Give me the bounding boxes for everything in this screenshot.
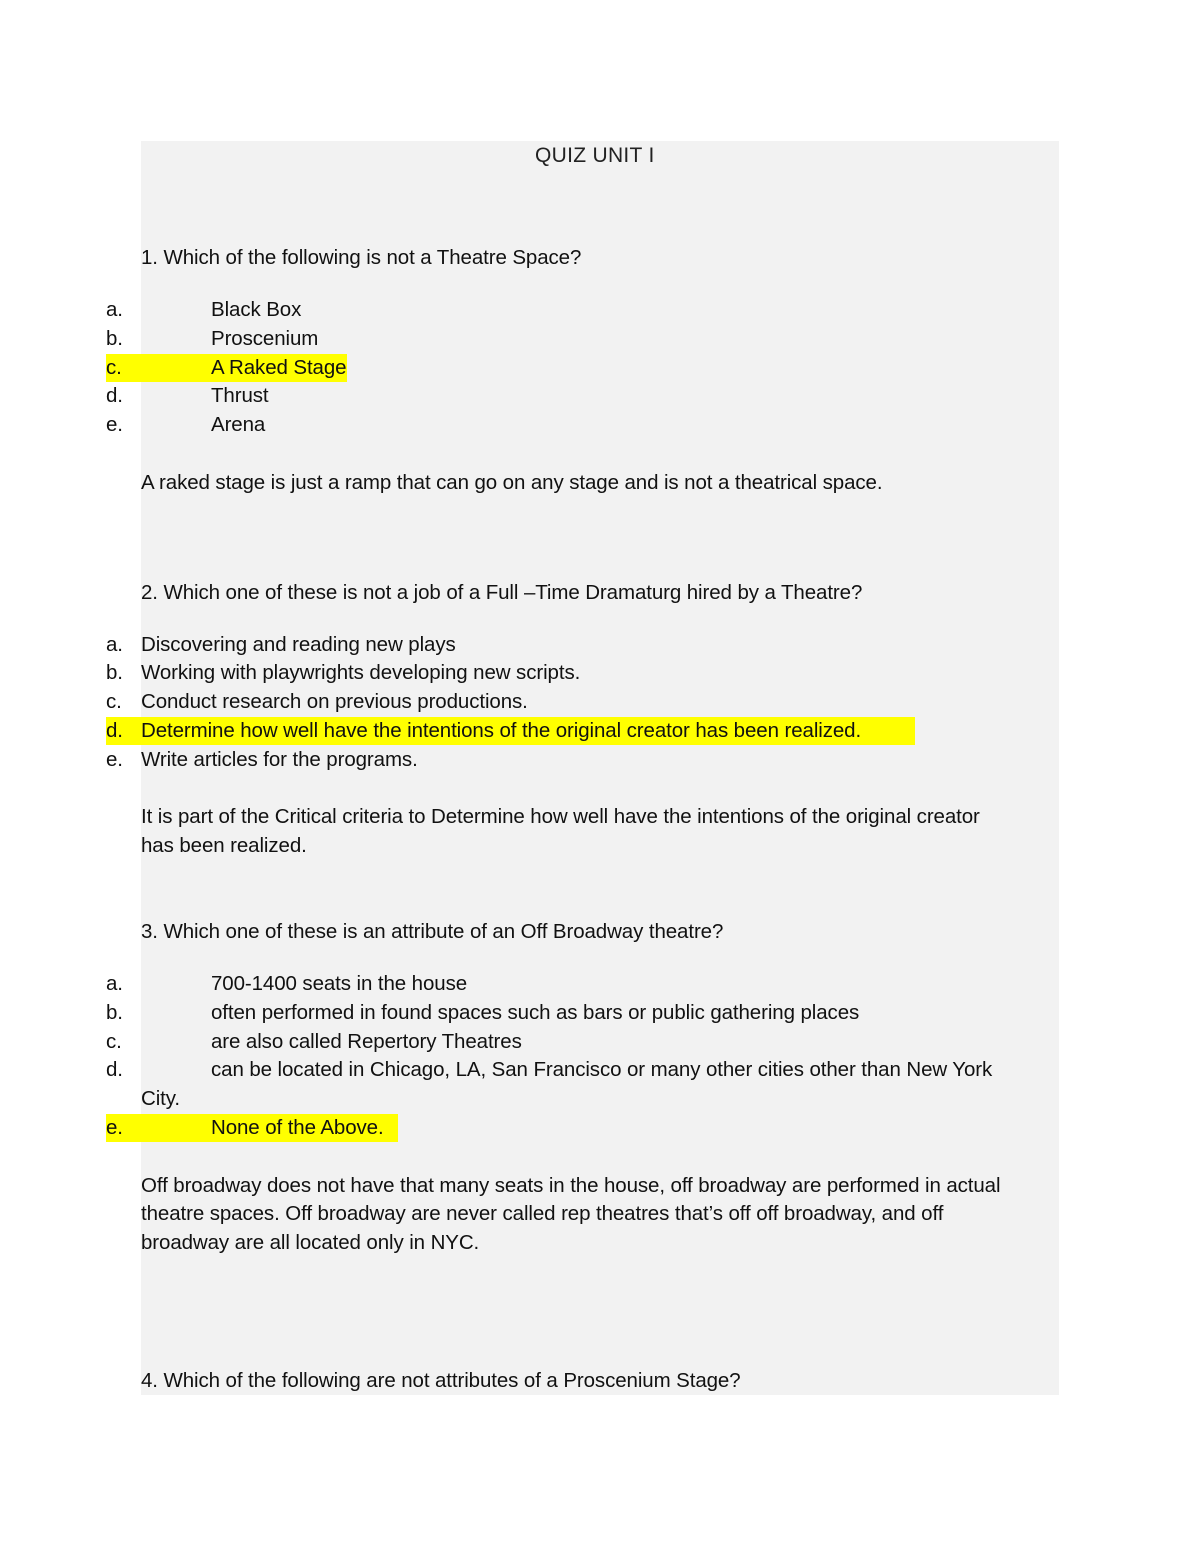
q3-option-a-text: 700-1400 seats in the house — [211, 972, 468, 995]
q1-option-c-text: A Raked Stage — [211, 356, 347, 379]
q2-option-c-text: Conduct research on previous productions. — [141, 690, 528, 713]
q3-option-b-text: often performed in found spaces such as bars or public gathering places — [211, 1001, 860, 1024]
question-3: 3. Which one of these is an attribute of an Off Broadway theatre? — [141, 920, 724, 943]
q3-option-e-text: None of the Above. — [211, 1116, 384, 1139]
q2-option-a-letter: a. — [106, 633, 123, 656]
q3-option-c-letter: c. — [106, 1030, 122, 1053]
q3-option-e-letter: e. — [106, 1116, 123, 1139]
q3-option-c-text: are also called Repertory Theatres — [211, 1030, 522, 1053]
q2-option-e-text: Write articles for the programs. — [141, 748, 418, 771]
q2-explanation-line-2: has been realized. — [141, 834, 307, 857]
q1-option-c-letter: c. — [106, 356, 122, 379]
q1-option-b-text: Proscenium — [211, 327, 319, 350]
q2-option-d-letter: d. — [106, 719, 123, 742]
q1-option-d-text: Thrust — [211, 384, 269, 407]
q1-option-b-letter: b. — [106, 327, 123, 350]
q3-explanation-line-2: theatre spaces. Off broadway are never called rep theatres that’s off off broadway, and off — [141, 1202, 944, 1225]
q3-option-b-letter: b. — [106, 1001, 123, 1024]
q3-explanation-line-3: broadway are all located only in NYC. — [141, 1231, 480, 1254]
q1-option-a-text: Black Box — [211, 298, 302, 321]
question-2: 2. Which one of these is not a job of a Full –Time Dramaturg hired by a Theatre? — [141, 581, 863, 604]
q1-explanation: A raked stage is just a ramp that can go on any stage and is not a theatrical space. — [141, 471, 883, 494]
q2-option-a-text: Discovering and reading new plays — [141, 633, 456, 656]
q1-option-e-text: Arena — [211, 413, 266, 436]
q2-explanation-line-1: It is part of the Critical criteria to Determine how well have the intentions of the original creator — [141, 805, 980, 828]
q3-explanation-line-1: Off broadway does not have that many seats in the house, off broadway are performed in actual — [141, 1174, 1001, 1197]
q1-option-e-letter: e. — [106, 413, 123, 436]
q3-option-d-text: can be located in Chicago, LA, San Francisco or many other cities other than New York — [211, 1058, 993, 1081]
question-1: 1. Which of the following is not a Theatre Space? — [141, 246, 582, 269]
q1-option-d-letter: d. — [106, 384, 123, 407]
q2-option-c-letter: c. — [106, 690, 122, 713]
q1-option-a-letter: a. — [106, 298, 123, 321]
q3-option-d-letter: d. — [106, 1058, 123, 1081]
question-4: 4. Which of the following are not attributes of a Proscenium Stage? — [141, 1369, 741, 1392]
q3-option-a-letter: a. — [106, 972, 123, 995]
q3-option-d-continuation: City. — [141, 1087, 180, 1110]
q2-option-b-letter: b. — [106, 661, 123, 684]
page-title: QUIZ UNIT I — [535, 144, 655, 167]
q2-option-b-text: Working with playwrights developing new scripts. — [141, 661, 581, 684]
q2-option-e-letter: e. — [106, 748, 123, 771]
q2-option-d-text: Determine how well have the intentions of the original creator has been realized. — [141, 719, 862, 742]
